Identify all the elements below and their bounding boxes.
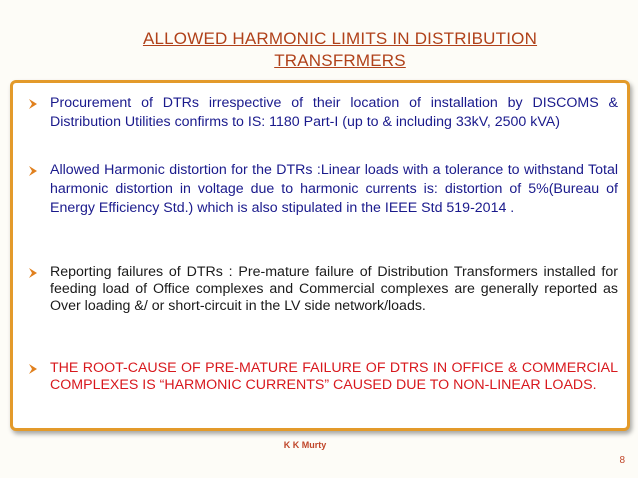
slide-title-line2: TRANSFRMERS [274, 51, 406, 70]
arrow-right-icon [28, 165, 38, 177]
bullet-text: THE ROOT-CAUSE OF PRE-MATURE FAILURE OF DTRS IN OFFICE & COMMERCIAL COMPLEXES IS “HARMONIC CURRENTS” CAUSED DUE TO NON-LINEAR LOADS. [50, 360, 618, 393]
bullet-text: Allowed Harmonic distortion for the DTRs :Linear loads with a tolerance to withstand Total harmonic distortion in voltage due to harmonic currents is: distortion of 5%(Bureau of Energy Efficiency Std.) which is also stipulated in the IEEE Std 519-2014 . [50, 162, 618, 216]
page-number: 8 [619, 455, 625, 466]
slide-title-line1: ALLOWED HARMONIC LIMITS IN DISTRIBUTION [142, 29, 538, 48]
arrow-right-icon [28, 98, 38, 110]
arrow-right-icon [28, 363, 38, 375]
footer-author: K K Murty [283, 440, 327, 450]
bullet-text: Reporting failures of DTRs : Pre-mature failure of Distribution Transformers installed for feeding load of Office complexes and Commercial complexes are generally reported as Over loading &/ or short-circuit in the LV side network/loads. [50, 264, 618, 314]
slide-title [60, 28, 620, 72]
bullet-text: Procurement of DTRs irrespective of their location of installation by DISCOMS & Distribution Utilities confirms to IS: 1180 Part-I (up to & including 33kV, 2500 kVA) [50, 95, 618, 130]
arrow-right-icon [28, 267, 38, 279]
content-panel [10, 80, 630, 431]
